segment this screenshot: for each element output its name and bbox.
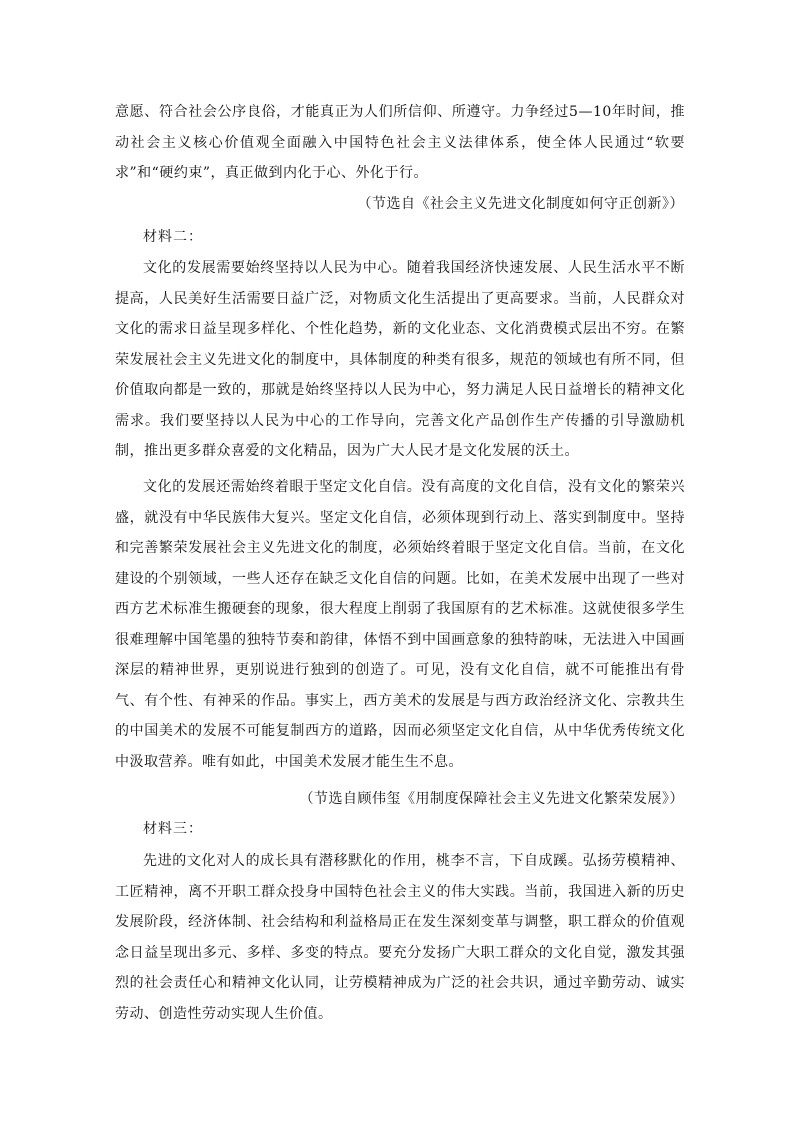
source-citation-1: （节选自《社会主义先进文化制度如何守正创新》） [357,196,684,212]
paragraph-material-2-b: 文化的发展还需始终着眼于坚定文化自信。没有高度的文化自信，没有文化的繁荣兴盛，就没有中华民族伟大复兴。坚定文化自信，必须体现到行动上、落实到制度中。坚持和完善繁荣发展社会主义先进文化的制度，必须始终着眼于坚定文化自信。当前，在文化建设的个别领域，一些人还存在缺乏文化自信的问题。比如，在美术发展中出现了一些对西方艺术标准生搬硬套的现象，很大程度上削弱了我国原有的艺术标准。这就使很多学生很难理解中国笔墨的独特节奏和韵律，体悟不到中国画意象的独特韵味，无法进入中国画深层的精神世界，更别说进行独到的创造了。可见，没有文化自信，就不可能推出有骨气、有个性、有神采的作品。事实上，西方美术的发展是与西方政治经济文化、宗教共生的中国美术的发展不可能复制西方的道路，因而必须坚定文化自信，从中华优秀传统文化中汲取营养。唯有如此，中国美术发展才能生生不息。 [115,479,685,770]
paragraph-material-2-a: 文化的发展需要始终坚持以人民为中心。随着我国经济快速发展、人民生活水平不断提高，人民美好生活需要日益广泛，对物质文化生活提出了更高要求。当前，人民群众对文化的需求日益呈现多样化、个性化趋势，新的文化业态、文化消费模式层出不穷。在繁荣发展社会主义先进文化的制度中，具体制度的种类有很多，规范的领域也有所不同，但价值取向都是一致的，那就是始终坚持以人民为中心，努力满足人民日益增长的精神文化需求。我们要坚持以人民为中心的工作导向，完善文化产品创作生产传播的引导激励机制，推出更多群众喜爱的文化精品，因为广大人民才是文化发展的沃土。 [115,260,685,459]
paragraph-material-3: 先进的文化对人的成长具有潜移默化的作用，桃李不言，下自成蹊。弘扬劳模精神、工匠精神，离不开职工群众投身中国特色社会主义的伟大实践。当前，我国进入新的历史发展阶段，经济体制、社会结构和利益格局正在发生深刻变革与调整，职工群众的价值观念日益呈现出多元、多样、多变的特点。要充分发扬广大职工群众的文化自觉，激发其强烈的社会责任心和精神文化认同，让劳模精神成为广泛的社会共识，通过辛勤劳动、诚实劳动、创造性劳动实现人生价值。 [115,853,685,1022]
material-label-2: 材料二： [143,229,203,245]
material-label-3: 材料三： [143,821,203,837]
source-citation-2: （节选自顾伟玺《用制度保障社会主义先进文化繁荣发展》） [299,791,684,807]
paragraph-continued: 意愿、符合社会公序良俗，才能真正为人们所信仰、所遵守。力争经过5—10年时间，推动社会主义核心价值观全面融入中国特色社会主义法律体系，使全体人民通过“软要求”和“硬约束”，真正做到内化于心、外化于行。 [115,104,685,181]
